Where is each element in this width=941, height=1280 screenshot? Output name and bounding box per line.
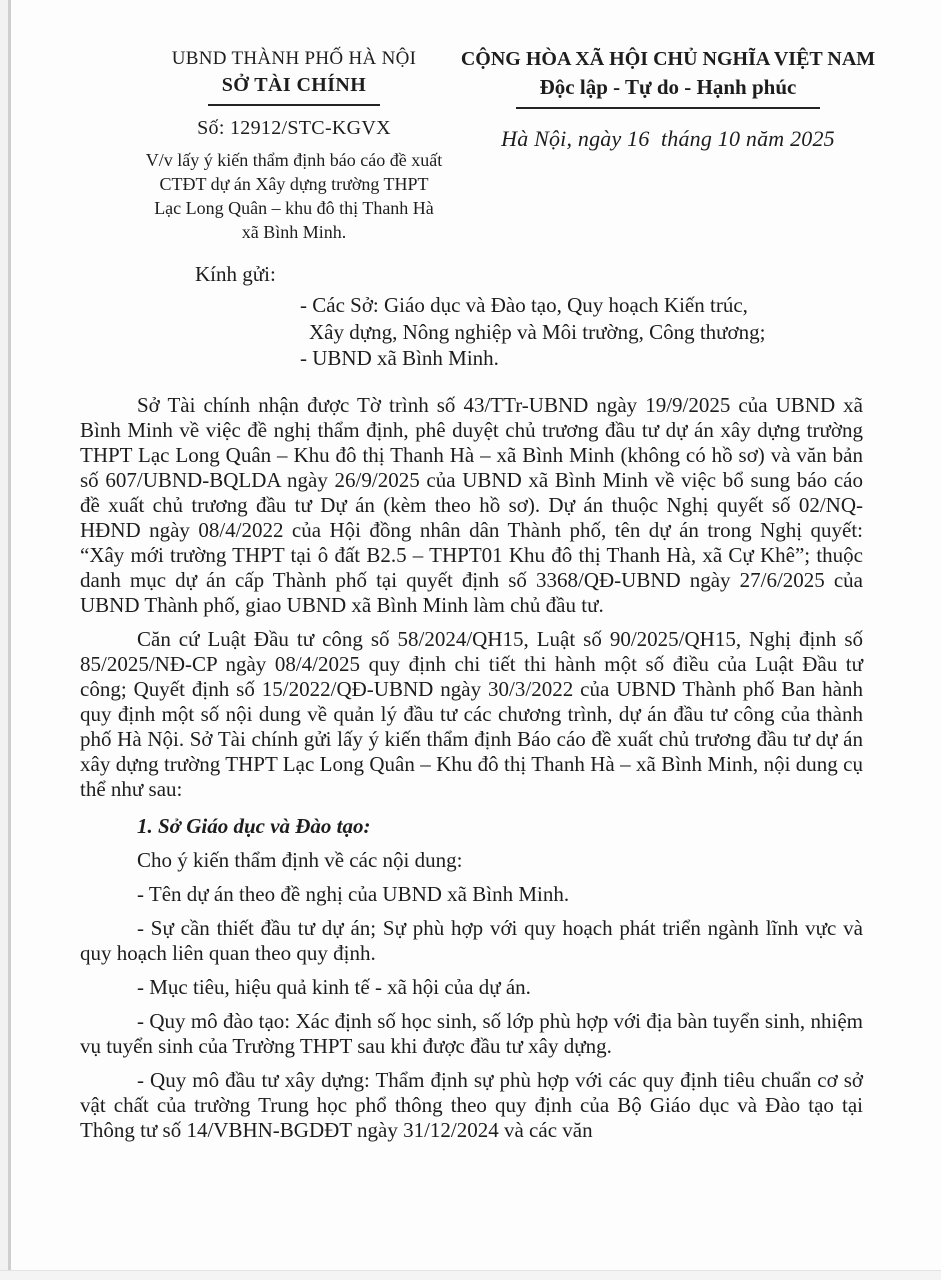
place-date-line: Hà Nội, ngày 16 tháng 10 năm 2025: [501, 126, 835, 151]
national-header-block: [450, 48, 886, 152]
recipient-line-3: - UBND xã Bình Minh.: [300, 346, 499, 370]
recipient-line-1: - Các Sở: Giáo dục và Đào tạo, Quy hoạch Kiến trúc,: [300, 293, 748, 317]
body-paragraph-1: Sở Tài chính nhận được Tờ trình số 43/TTr-UBND ngày 19/9/2025 của UBND xã Bình Minh về việc đề nghị thẩm định, phê duyệt chủ trương đầu tư dự án xây dựng trường THPT Lạc Long Quân – Khu đô thị Thanh Hà – xã Bình Minh (không có hồ sơ) và văn bản số 607/UBND-BQLDA ngày 26/9/2025 của UBND xã Bình Minh về việc bổ sung báo cáo đề xuất chủ trương đầu tư Dự án (kèm theo hồ sơ). Dự án thuộc Nghị quyết số 02/NQ-HĐND ngày 08/4/2022 của Hội đồng nhân dân Thành phố, tên dự án trong Nghị quyết: “Xây mới trường THPT tại ô đất B2.5 – THPT01 Khu đô thị Thanh Hà, xã Cự Khê”; thuộc danh mục dự án cấp Thành phố tại quyết định số 3368/QĐ-UBND ngày 27/6/2025 của UBND Thành phố, giao UBND xã Bình Minh làm chủ đầu tư.: [80, 392, 863, 617]
section-1-item-3: - Mục tiêu, hiệu quả kinh tế - xã hội của dự án.: [137, 974, 531, 999]
section-1-heading: 1. Sở Giáo dục và Đào tạo:: [137, 813, 371, 838]
national-title: CỘNG HÒA XÃ HỘI CHỦ NGHĨA VIỆT NAM: [460, 48, 876, 70]
subject-line-2: CTĐT dự án Xây dựng trường THPT: [159, 174, 429, 194]
document-number: Số: 12912/STC-KGVX: [197, 117, 391, 139]
document-subject: [118, 148, 470, 244]
org-underline: [208, 104, 380, 106]
recipients-list: [300, 292, 863, 372]
national-motto: Độc lập - Tự do - Hạnh phúc: [539, 75, 797, 99]
section-1-item-1: - Tên dự án theo đề nghị của UBND xã Bình Minh.: [137, 881, 570, 906]
section-1-intro: Cho ý kiến thẩm định về các nội dung:: [137, 847, 463, 872]
section-1-item-2: - Sự cần thiết đầu tư dự án; Sự phù hợp với quy hoạch phát triển ngành lĩnh vực và quy hoạch liên quan theo quy định.: [80, 915, 863, 965]
recipients-block: [80, 262, 863, 372]
motto-underline: [516, 107, 820, 109]
body-paragraph-2: Căn cứ Luật Đầu tư công số 58/2024/QH15, Luật số 90/2025/QH15, Nghị định số 85/2025/NĐ-CP ngày 08/4/2025 quy định chi tiết thi hành một số điều của Luật Đầu tư công; Quyết định số 15/2022/QĐ-UBND ngày 30/3/2022 của UBND Thành phố Ban hành quy định một số nội dung về quản lý đầu tư các chương trình, dự án đầu tư công của thành phố Hà Nội. Sở Tài chính gửi lấy ý kiến thẩm định Báo cáo đề xuất chủ trương đầu tư dự án xây dựng trường THPT Lạc Long Quân – Khu đô thị Thanh Hà – xã Bình Minh, nội dung cụ thể như sau:: [80, 626, 863, 801]
subject-line-1: V/v lấy ý kiến thẩm định báo cáo đề xuất: [145, 150, 443, 170]
section-1-item-5: - Quy mô đầu tư xây dựng: Thẩm định sự phù hợp với các quy định tiêu chuẩn cơ sở vật chất của trường Trung học phổ thông theo quy định của Bộ Giáo dục và Đào tạo tại Thông tư số 14/VBHN-BGDĐT ngày 31/12/2024 và các văn: [80, 1067, 863, 1142]
scan-edge-left-band: [0, 0, 8, 1280]
scan-edge-bottom: [0, 1270, 941, 1280]
org-name: SỞ TÀI CHÍNH: [221, 74, 367, 96]
issuing-org-block: [118, 48, 470, 244]
document-body: [80, 262, 863, 1143]
org-parent-name: UBND THÀNH PHỐ HÀ NỘI: [171, 48, 417, 69]
recipients-label: Kính gửi:: [195, 262, 276, 286]
subject-line-4: xã Bình Minh.: [241, 222, 347, 242]
section-1-item-4: - Quy mô đào tạo: Xác định số học sinh, số lớp phù hợp với địa bàn tuyển sinh, nhiệm vụ tuyển sinh của Trường THPT sau khi được đầu tư xây dựng.: [80, 1008, 863, 1058]
recipient-line-2: Xây dựng, Nông nghiệp và Môi trường, Công thương;: [309, 319, 766, 344]
subject-line-3: Lạc Long Quân – khu đô thị Thanh Hà: [154, 198, 434, 218]
scan-edge-left-line: [8, 0, 11, 1280]
